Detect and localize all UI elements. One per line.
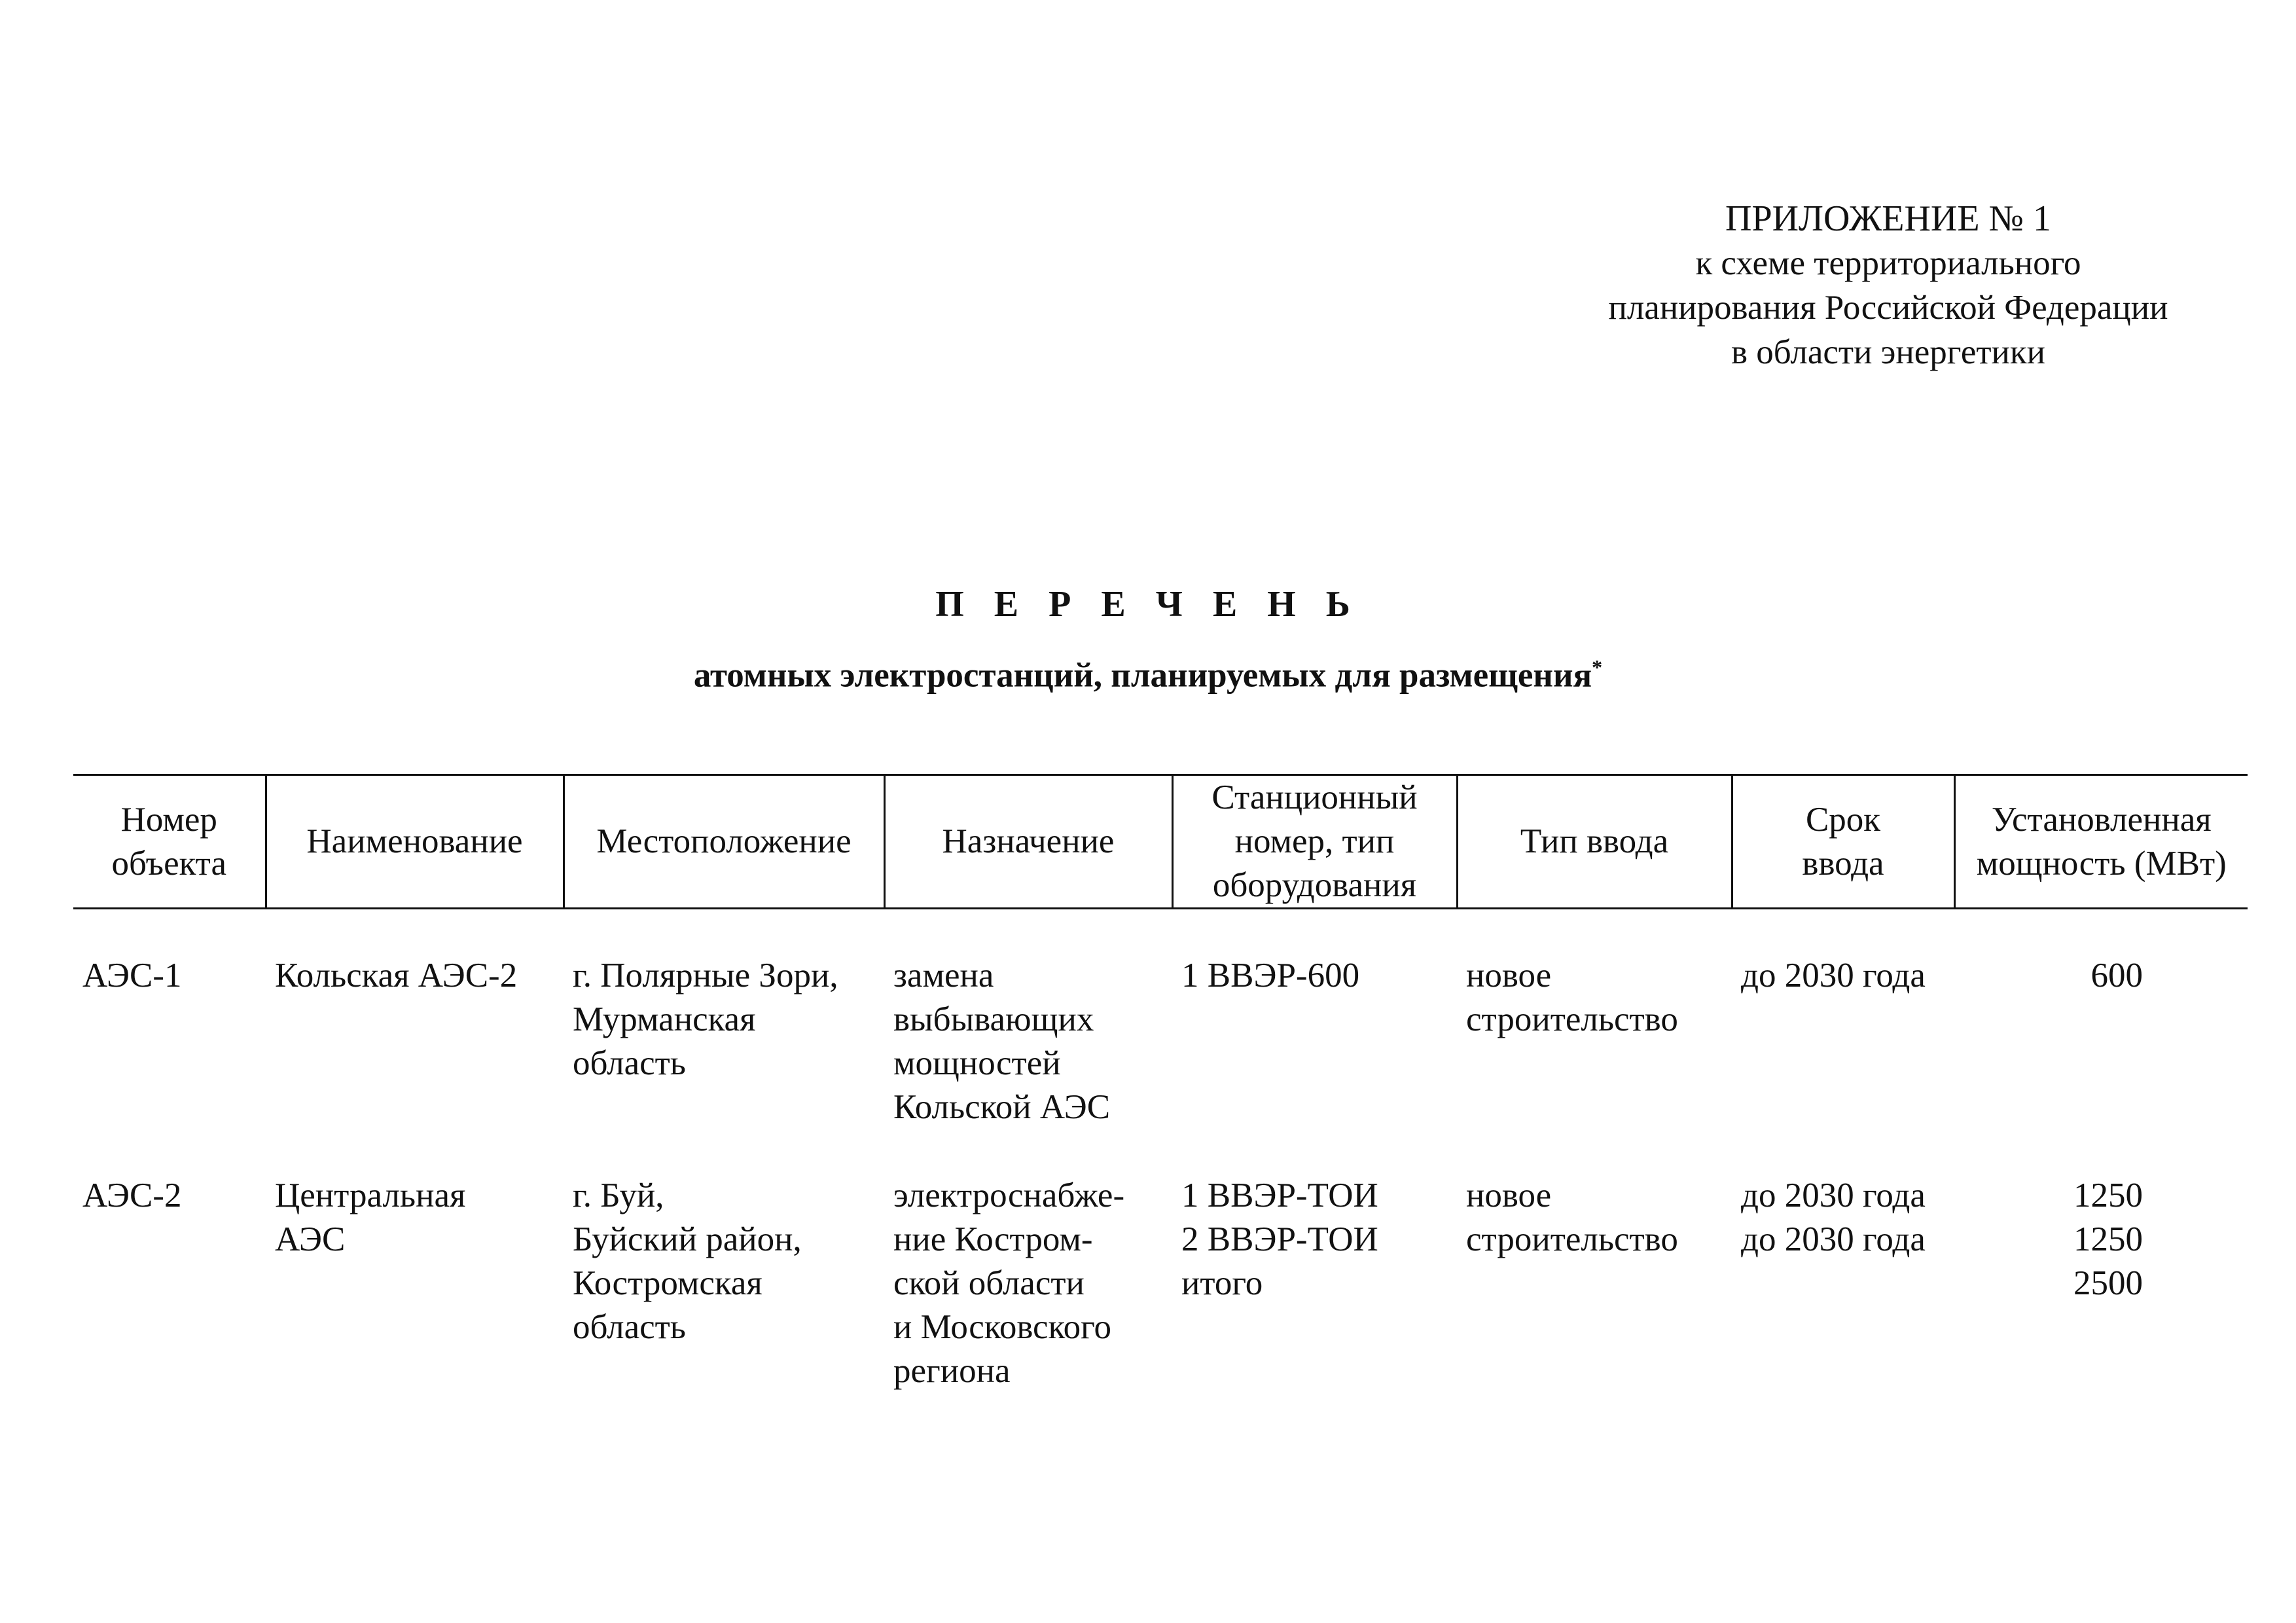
cell-line: 2 ВВЭР-ТОИ	[1181, 1220, 1378, 1258]
cell-line: строительство	[1466, 1220, 1678, 1258]
header-line: оборудования	[1212, 866, 1417, 904]
cell-line: до 2030 года	[1741, 1176, 1926, 1214]
cell-purpose	[884, 1129, 1172, 1393]
cell-deadline	[1732, 909, 1954, 1130]
appendix-title: ПРИЛОЖЕНИЕ № 1	[1725, 198, 2051, 239]
header-line: Установленная	[1991, 800, 2212, 839]
header-input-type	[1457, 775, 1732, 909]
cell-line: 1250	[2073, 1220, 2143, 1258]
header-capacity	[1954, 775, 2248, 909]
cell-number	[73, 1129, 266, 1393]
cell-line: Мурманская	[573, 1000, 756, 1038]
header-equipment	[1172, 775, 1457, 909]
document-title-main: П Е Р Е Ч Е Н Ь	[935, 584, 1361, 625]
cell-line: 2500	[2073, 1264, 2143, 1302]
cell-line: региона	[893, 1352, 1011, 1390]
cell-location	[564, 1129, 884, 1393]
table-row	[73, 909, 2248, 1130]
header-line: Местоположение	[596, 822, 852, 860]
cell-line: строительство	[1466, 1000, 1678, 1038]
cell-line: Кольской АЭС	[893, 1088, 1111, 1126]
cell-line: 1 ВВЭР-ТОИ	[1181, 1176, 1378, 1214]
cell-equipment	[1172, 1129, 1457, 1393]
cell-line: Буйский район,	[573, 1220, 802, 1258]
appendix-line-2: планирования Российской Федерации	[1608, 289, 2168, 327]
footnote-mark: *	[1592, 655, 1603, 679]
appendix-line-1: к схеме территориального	[1695, 244, 2081, 282]
header-purpose	[884, 775, 1172, 909]
table-row	[73, 1129, 2248, 1393]
cell-name	[266, 909, 564, 1130]
header-line: Срок	[1805, 800, 1881, 839]
cell-line: АЭС-2	[82, 1176, 182, 1214]
header-deadline	[1732, 775, 1954, 909]
cell-line: АЭС	[275, 1220, 346, 1258]
cell-line: 1 ВВЭР-600	[1181, 957, 1360, 994]
cell-equipment	[1172, 909, 1457, 1130]
header-line: ввода	[1802, 844, 1884, 883]
header-line: Номер	[120, 800, 217, 839]
cell-purpose	[884, 909, 1172, 1130]
header-line: объекта	[111, 844, 226, 883]
cell-line: до 2030 года	[1741, 1220, 1926, 1258]
cell-line: и Московского	[893, 1308, 1112, 1346]
power-plants-table	[73, 774, 2248, 1393]
cell-name	[266, 1129, 564, 1393]
header-location	[564, 775, 884, 909]
cell-input-type	[1457, 1129, 1732, 1393]
header-line: Тип ввода	[1520, 822, 1669, 860]
cell-deadline	[1732, 1129, 1954, 1393]
cell-line: Костромская	[573, 1264, 762, 1302]
cell-capacity	[1954, 909, 2248, 1130]
cell-line: мощностей	[893, 1044, 1061, 1082]
cell-line: замена	[893, 957, 994, 994]
header-number	[73, 775, 266, 909]
cell-line: Центральная	[275, 1176, 466, 1214]
cell-line: выбывающих	[893, 1000, 1094, 1038]
cell-line: новое	[1466, 957, 1552, 994]
cell-line: до 2030 года	[1741, 957, 1926, 994]
cell-input-type	[1457, 909, 1732, 1130]
cell-line: электроснабже-	[893, 1176, 1125, 1214]
cell-line: г. Буй,	[573, 1176, 664, 1214]
document-subtitle-text: атомных электростанций, планируемых для размещения	[693, 656, 1592, 695]
header-name	[266, 775, 564, 909]
header-line: Наименование	[306, 822, 523, 860]
cell-line: Кольская АЭС-2	[275, 957, 518, 994]
cell-line: итого	[1181, 1264, 1263, 1302]
cell-location	[564, 909, 884, 1130]
table-header-row	[73, 775, 2248, 909]
header-line: мощность (МВт)	[1976, 844, 2227, 883]
appendix-block	[1558, 196, 2219, 374]
cell-number	[73, 909, 266, 1130]
cell-line: 1250	[2073, 1176, 2143, 1214]
cell-line: АЭС-1	[82, 957, 182, 994]
cell-line: ской области	[893, 1264, 1085, 1302]
cell-line: г. Полярные Зори,	[573, 957, 838, 994]
cell-line: новое	[1466, 1176, 1552, 1214]
header-line: Станционный	[1211, 778, 1418, 816]
header-line: номер, тип	[1234, 822, 1395, 860]
appendix-line-3: в области энергетики	[1731, 333, 2046, 371]
cell-line: область	[573, 1044, 686, 1082]
cell-capacity	[1954, 1129, 2248, 1393]
cell-line: 600	[2090, 957, 2143, 994]
header-line: Назначение	[942, 822, 1115, 860]
cell-line: ние Костром-	[893, 1220, 1093, 1258]
document-title-sub	[0, 639, 2296, 704]
document-title	[0, 576, 2296, 704]
cell-line: область	[573, 1308, 686, 1346]
